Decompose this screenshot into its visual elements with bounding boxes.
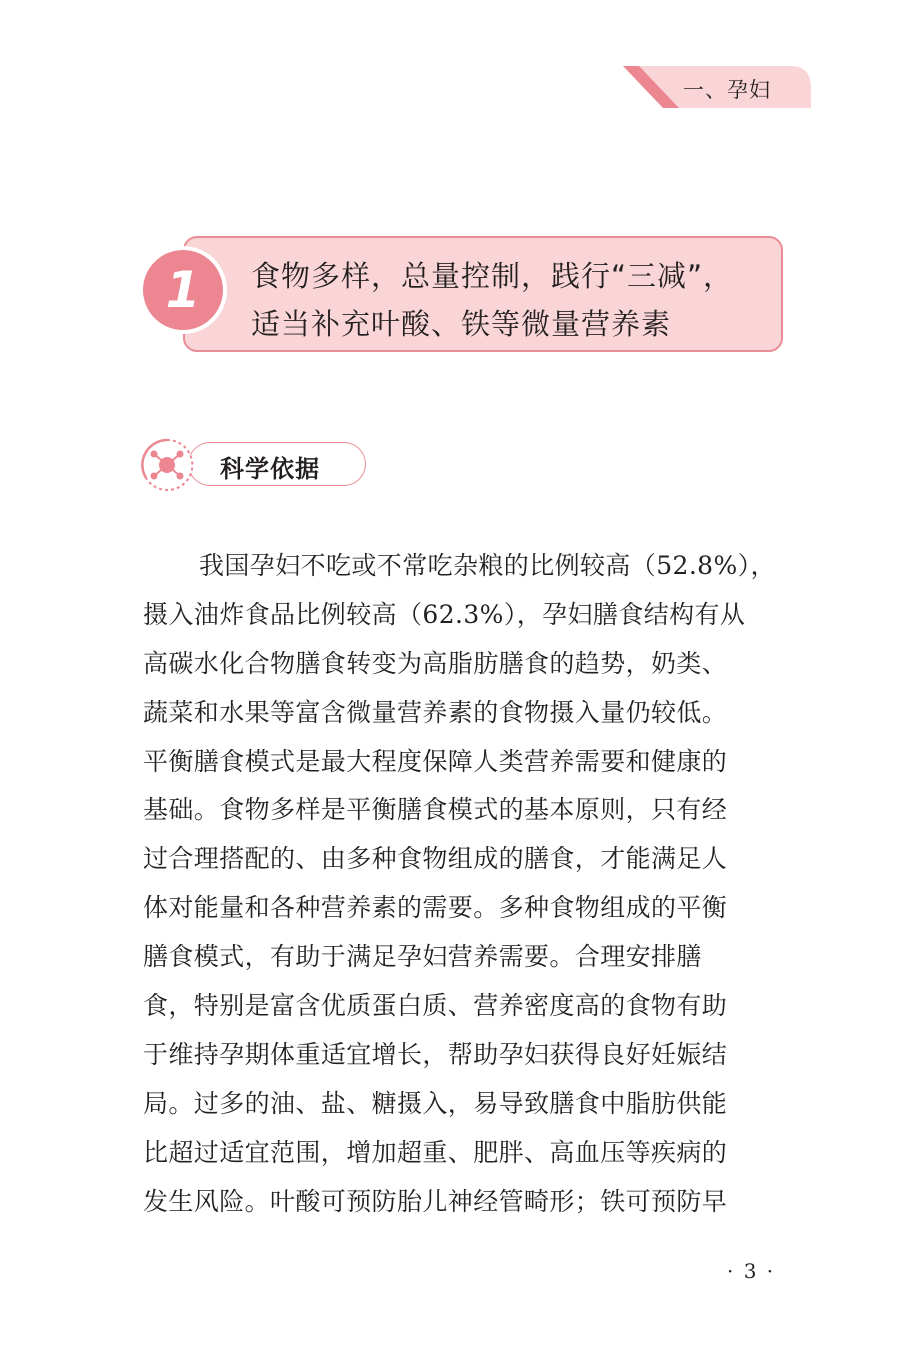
- body-line: 体对能量和各种营养素的需要。多种食物组成的平衡: [143, 893, 728, 923]
- body-line: 我国孕妇不吃或不常吃杂粮的比例较高（52.8%），: [199, 551, 776, 580]
- chapter-tab: [623, 64, 813, 110]
- section-number-badge: [143, 250, 223, 330]
- subheading: [140, 438, 370, 492]
- page-number: · 3 ·: [727, 1259, 776, 1283]
- body-line: 膳食模式，有助于满足孕妇营养需要。合理安排膳: [143, 942, 702, 972]
- body-line: 过合理搭配的、由多种食物组成的膳食，才能满足人: [143, 844, 728, 874]
- section-title-line-2: 适当补充叶酸、铁等微量营养素: [251, 307, 672, 341]
- body-line: 于维持孕期体重适宜增长，帮助孕妇获得良好妊娠结: [143, 1039, 728, 1069]
- body-line: 平衡膳食模式是最大程度保障人类营养需要和健康的: [143, 746, 728, 776]
- chapter-label: 一、孕妇: [683, 78, 771, 102]
- body-line: 局。过多的油、盐、糖摄入，易导致膳食中脂肪供能: [143, 1088, 728, 1118]
- body-line: 摄入油炸食品比例较高（62.3%），孕妇膳食结构有从: [143, 599, 746, 629]
- section-title-line-1: 食物多样，总量控制，践行“三减”，: [251, 259, 734, 293]
- body-line: 比超过适宜范围，增加超重、肥胖、高血压等疾病的: [143, 1137, 728, 1167]
- subheading-label: 科学依据: [220, 455, 320, 483]
- body-line: 食，特别是富含优质蛋白质、营养密度高的食物有助: [143, 991, 728, 1021]
- section-number: 1: [165, 261, 201, 319]
- body-line: 蔬菜和水果等富含微量营养素的食物摄入量仍较低。: [143, 697, 728, 727]
- body-line: 基础。食物多样是平衡膳食模式的基本原则，只有经: [143, 795, 728, 825]
- body-line: 高碳水化合物膳食转变为高脂肪膳食的趋势，奶类、: [143, 648, 728, 678]
- molecule-icon: [140, 438, 200, 492]
- body-paragraph: [143, 542, 786, 1226]
- body-line: 发生风险。叶酸可预防胎儿神经管畸形；铁可预防早: [143, 1186, 728, 1216]
